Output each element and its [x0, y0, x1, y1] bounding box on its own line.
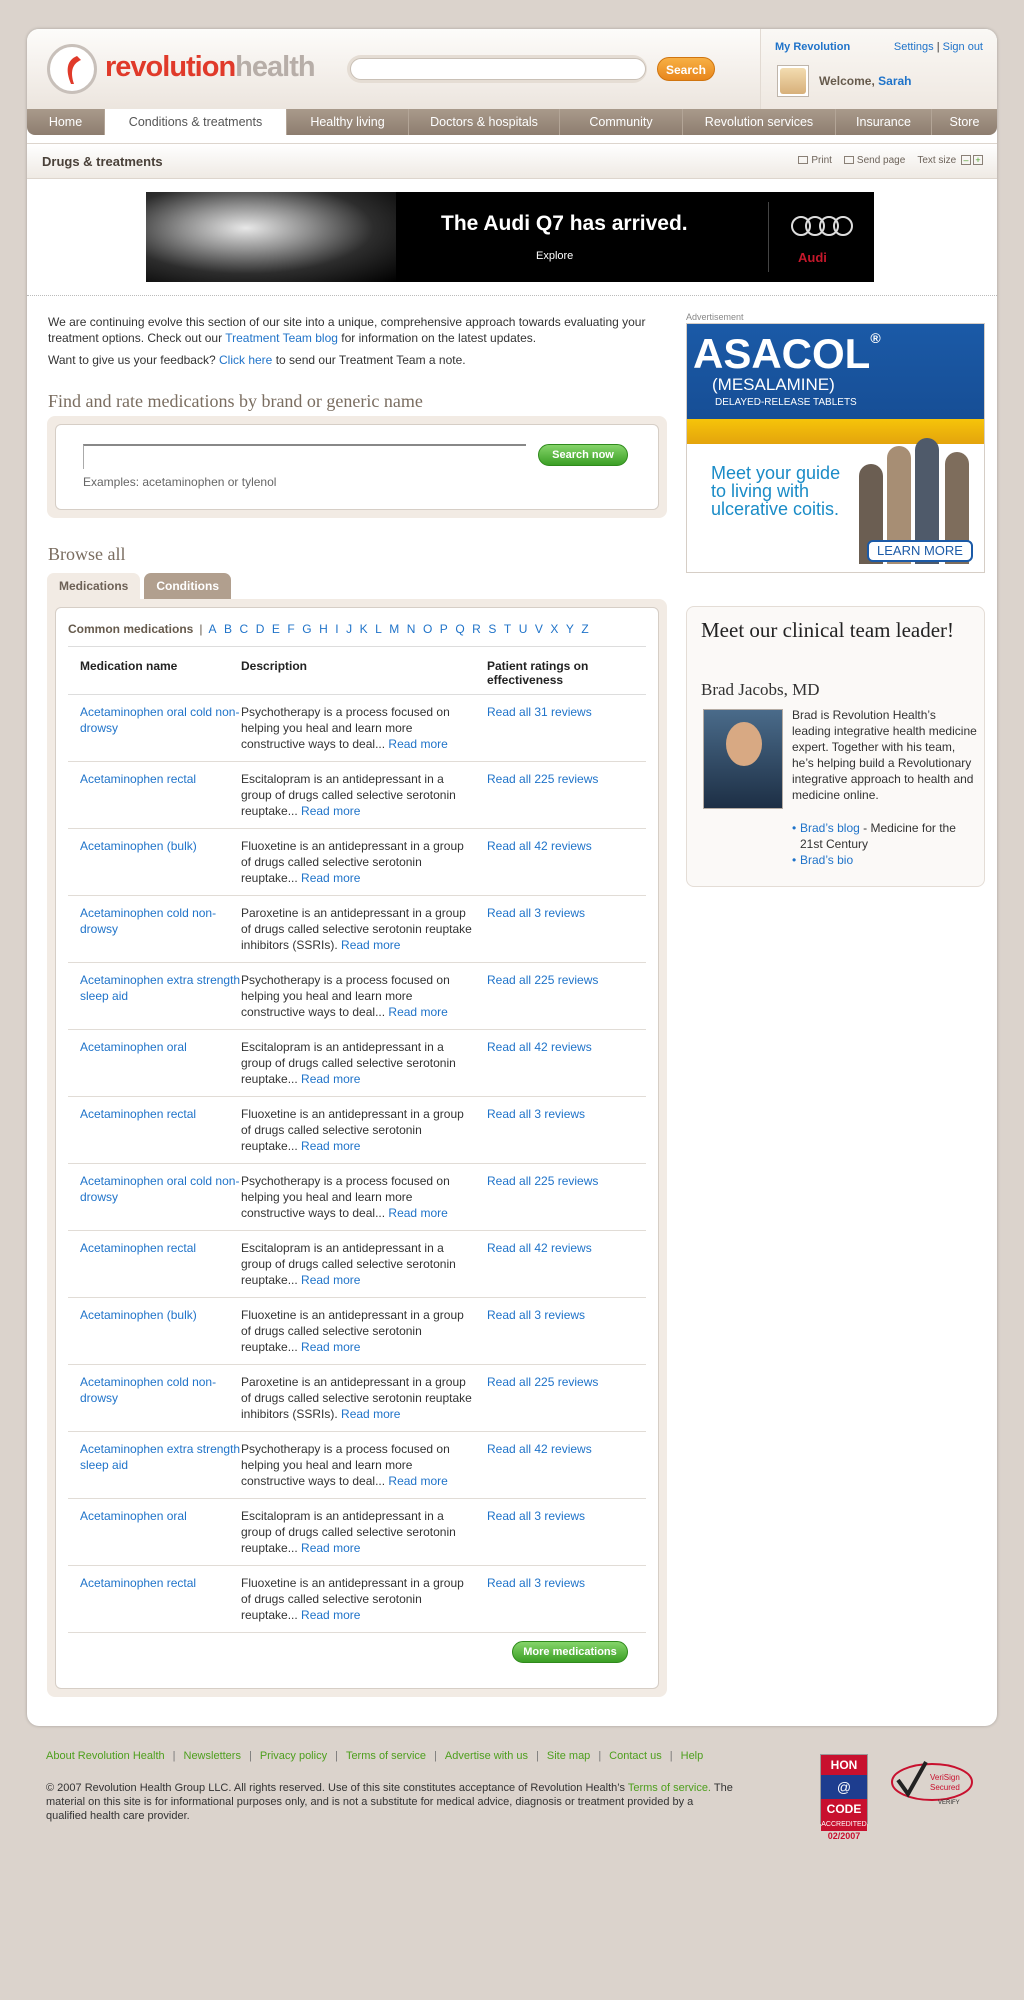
footer-link-contact-us[interactable]: Contact us: [609, 1750, 662, 1762]
send-page-button[interactable]: [844, 155, 905, 166]
team-leader-bio: Brad is Revolution Health’s leading integrative health medicine expert. Together with his team, he’s helping build a Revolutionary integrative approach to health and medicine online.: [792, 708, 977, 802]
treatment-team-blog-link[interactable]: Treatment Team blog: [225, 331, 338, 345]
letter-z[interactable]: Z: [581, 622, 589, 636]
alpha-separator: |: [199, 622, 203, 636]
read-reviews-link[interactable]: Read all 3 reviews: [487, 906, 586, 920]
description-text: Fluoxetine is an antidepressant in a group of drugs called selective serotonin reuptake...: [241, 1107, 464, 1153]
welcome-text: Welcome,: [819, 74, 875, 88]
site-search: [347, 55, 647, 83]
footer-link-help[interactable]: Help: [680, 1750, 704, 1762]
letter-k[interactable]: K: [359, 622, 368, 636]
more-medications-button[interactable]: More medications: [512, 1641, 628, 1663]
table-row: [68, 1164, 646, 1231]
ad-generic-name: (MESALAMINE): [712, 375, 835, 394]
read-reviews-link[interactable]: Read all 42 reviews: [487, 839, 592, 853]
footer-separator: |: [598, 1750, 602, 1762]
footer-link-terms-of-service[interactable]: Terms of service: [345, 1750, 427, 1762]
list-item: [792, 820, 977, 852]
divider: [27, 295, 997, 296]
banner-headline: The Audi Q7 has arrived.: [441, 212, 688, 235]
medication-name-link[interactable]: Acetaminophen oral cold non-drowsy: [80, 705, 240, 735]
letter-l[interactable]: L: [375, 622, 382, 636]
read-more-link[interactable]: Read more: [301, 1139, 361, 1153]
section-header: [27, 143, 997, 179]
hon-code-label: CODE: [821, 1799, 867, 1819]
ad-brand-name: ASACOL: [693, 330, 871, 377]
text-size-label: Text size: [917, 155, 957, 166]
read-more-link[interactable]: Read more: [301, 1340, 361, 1354]
read-reviews-link[interactable]: Read all 42 reviews: [487, 1442, 592, 1456]
table-row: [68, 762, 646, 829]
blog-description: - Medicine for the 21st Century: [800, 821, 956, 851]
team-links: [792, 820, 977, 868]
terms-of-service-link[interactable]: Terms of service.: [627, 1782, 711, 1794]
table-header-row: [68, 646, 646, 695]
letter-f[interactable]: F: [287, 622, 295, 636]
find-heading: Find and rate medications by brand or generic name: [48, 391, 423, 411]
description-text: Fluoxetine is an antidepressant in a group of drugs called selective serotonin reuptake...: [241, 1308, 464, 1354]
col-header-ratings: Patient ratings on effectiveness: [487, 659, 589, 687]
intro-text-end: for information on the latest updates.: [341, 331, 537, 345]
letter-s[interactable]: S: [488, 622, 497, 636]
logo-part-health: health: [235, 51, 315, 83]
medication-description: [241, 838, 487, 895]
footer-link-newsletters[interactable]: Newsletters: [183, 1750, 241, 1762]
audi-banner-ad[interactable]: [146, 192, 874, 282]
letter-v[interactable]: V: [534, 622, 543, 636]
footer-link-advertise-with-us[interactable]: Advertise with us: [444, 1750, 529, 1762]
description-text: Escitalopram is an antidepressant in a group of drugs called selective serotonin reuptake...: [241, 1241, 456, 1287]
description-text: Escitalopram is an antidepressant in a group of drugs called selective serotonin reuptake...: [241, 1040, 456, 1086]
table-row: [68, 1499, 646, 1566]
nav-tab-store[interactable]: Store: [949, 115, 980, 129]
medication-name-link[interactable]: Acetaminophen cold non-drowsy: [80, 1375, 217, 1405]
feedback-text-end: to send our Treatment Team a note.: [275, 353, 466, 367]
letter-u[interactable]: U: [518, 622, 528, 636]
medication-name-link[interactable]: Acetaminophen rectal: [80, 1241, 197, 1255]
letter-d[interactable]: D: [255, 622, 265, 636]
team-heading: Meet our clinical team leader!: [701, 618, 955, 642]
link-separator: |: [936, 41, 940, 53]
verisign-verify-label: VERIFY: [938, 1800, 960, 1806]
logo-part-revolution: revolution: [105, 51, 236, 83]
find-panel: [47, 416, 667, 518]
read-reviews-link[interactable]: Read all 3 reviews: [487, 1107, 586, 1121]
letter-m[interactable]: M: [389, 622, 400, 636]
medication-name-link[interactable]: Acetaminophen extra strength sleep aid: [80, 973, 241, 1003]
description-text: Psychotherapy is a process focused on helping you heal and learn more constructive ways to deal...: [241, 1174, 450, 1220]
medication-description: [241, 1508, 487, 1565]
table-row: [68, 1365, 646, 1432]
tab-conditions[interactable]: Conditions: [144, 573, 231, 599]
description-text: Fluoxetine is an antidepressant in a group of drugs called selective serotonin reuptake...: [241, 1576, 464, 1622]
page-container: [27, 29, 997, 1726]
medication-name-link[interactable]: Acetaminophen oral: [80, 1040, 187, 1054]
table-body: [68, 695, 646, 1633]
print-button[interactable]: [798, 155, 832, 166]
table-row: [68, 695, 646, 762]
read-reviews-link[interactable]: Read all 3 reviews: [487, 1576, 586, 1590]
brads-bio-link[interactable]: Brad’s bio: [800, 853, 854, 867]
audi-rings-icon: [791, 216, 847, 236]
search-now-button[interactable]: Search now: [538, 444, 628, 466]
banner-brand: Audi: [798, 250, 827, 265]
nav-tab-healthy-living[interactable]: Healthy living: [287, 109, 409, 135]
nav-tab-conditions-treatments[interactable]: Conditions & treatments: [105, 109, 287, 135]
common-medications-label: Common medications: [68, 622, 194, 636]
send-page-label: Send page: [856, 155, 906, 166]
envelope-icon: [844, 156, 854, 164]
medication-description: [241, 771, 487, 828]
medication-name-link[interactable]: Acetaminophen rectal: [80, 1107, 197, 1121]
description-text: Paroxetine is an antidepressant in a group of drugs called selective serotonin reuptake inhibitors (SSRIs).: [241, 1375, 472, 1421]
footer-link-privacy-policy[interactable]: Privacy policy: [259, 1750, 328, 1762]
footer-links: [46, 1750, 703, 1762]
browse-inner: [55, 607, 659, 1689]
read-more-link[interactable]: Read more: [341, 938, 401, 952]
verisign-secured-label: Secured: [930, 1783, 960, 1792]
site-search-button[interactable]: Search: [657, 57, 715, 81]
sign-out-link[interactable]: Sign out: [942, 41, 983, 53]
medication-description: [241, 1240, 487, 1297]
read-reviews-link[interactable]: Read all 225 reviews: [487, 1375, 599, 1389]
table-row: [68, 1432, 646, 1499]
nav-tab-community[interactable]: Community: [560, 109, 683, 135]
site-header: [27, 29, 997, 109]
car-image: [146, 192, 396, 282]
ad-tagline: Meet your guide to living with ulcerative coitis.: [711, 463, 841, 519]
table-row: [68, 1030, 646, 1097]
alphabet-filter: [68, 622, 596, 636]
medication-description: [241, 1374, 487, 1431]
read-more-link[interactable]: Read more: [301, 1541, 361, 1555]
medication-search-input[interactable]: [83, 444, 526, 469]
read-reviews-link[interactable]: Read all 225 reviews: [487, 973, 599, 987]
read-reviews-link[interactable]: Read all 31 reviews: [487, 705, 592, 719]
asacol-ad[interactable]: [686, 323, 985, 573]
letter-e[interactable]: E: [271, 622, 280, 636]
footer-separator: |: [669, 1750, 673, 1762]
letter-i[interactable]: I: [335, 622, 339, 636]
nav-tab-revolution-services[interactable]: Revolution services: [683, 109, 836, 135]
browse-tabs: [47, 573, 231, 599]
page-tools: [798, 155, 983, 166]
read-reviews-link[interactable]: Read all 3 reviews: [487, 1509, 586, 1523]
description-text: Fluoxetine is an antidepressant in a group of drugs called selective serotonin reuptake...: [241, 839, 464, 885]
clinical-team-panel: [686, 606, 985, 887]
copyright-text: © 2007 Revolution Health Group LLC. All rights reserved. Use of this site constitutes acceptance of Revolution Health’s: [46, 1782, 625, 1794]
table-row: [68, 1566, 646, 1633]
medication-name-link[interactable]: Acetaminophen (bulk): [80, 1308, 197, 1322]
medications-table: [68, 646, 646, 1633]
footer-separator: |: [248, 1750, 252, 1762]
nav-tab-home[interactable]: Home: [27, 109, 105, 135]
letter-c[interactable]: C: [239, 622, 249, 636]
letter-a[interactable]: A: [208, 622, 217, 636]
read-more-link[interactable]: Read more: [388, 737, 448, 751]
letter-g[interactable]: G: [302, 622, 312, 636]
medication-description: [241, 972, 487, 1029]
team-leader-name: Brad Jacobs, MD: [701, 680, 820, 699]
intro-paragraph: [48, 314, 668, 346]
brads-blog-link[interactable]: Brad’s blog: [800, 821, 860, 835]
banner-explore-link[interactable]: Explore: [536, 250, 574, 262]
read-more-link[interactable]: Read more: [388, 1474, 448, 1488]
welcome-message: [819, 74, 912, 88]
description-text: Psychotherapy is a process focused on helping you heal and learn more constructive ways to deal...: [241, 1442, 450, 1488]
browse-heading: Browse all: [48, 544, 126, 564]
medication-name-link[interactable]: Acetaminophen extra strength sleep aid: [80, 1442, 241, 1472]
search-examples: Examples: acetaminophen or tylenol: [83, 475, 277, 489]
feedback-text: Want to give us your feedback?: [48, 353, 216, 367]
letter-q[interactable]: Q: [455, 622, 465, 636]
disclaimer-text: The material on this site is for informational purposes only, and is not a substitute for medical advice, diagnosis or treatment provided by a qualified health care provider.: [46, 1782, 733, 1822]
letter-p[interactable]: P: [439, 622, 448, 636]
read-reviews-link[interactable]: Read all 42 reviews: [487, 1040, 592, 1054]
read-more-link[interactable]: Read more: [301, 1273, 361, 1287]
medication-name-link[interactable]: Acetaminophen oral: [80, 1509, 187, 1523]
nav-tab-doctors-hospitals[interactable]: Doctors & hospitals: [409, 109, 560, 135]
read-more-link[interactable]: Read more: [388, 1206, 448, 1220]
read-reviews-link[interactable]: Read all 225 reviews: [487, 1174, 599, 1188]
print-icon: [798, 156, 808, 164]
medication-name-link[interactable]: Acetaminophen (bulk): [80, 839, 197, 853]
letter-o[interactable]: O: [422, 622, 433, 636]
letter-y[interactable]: Y: [565, 622, 574, 636]
settings-link[interactable]: Settings: [893, 41, 934, 53]
medication-name-link[interactable]: Acetaminophen rectal: [80, 1576, 197, 1590]
medication-name-link[interactable]: Acetaminophen oral cold non-drowsy: [80, 1174, 240, 1204]
print-label: Print: [811, 155, 832, 166]
letter-b[interactable]: B: [224, 622, 233, 636]
ad-brand: [693, 330, 881, 378]
description-text: Psychotherapy is a process focused on helping you heal and learn more constructive ways to deal...: [241, 705, 450, 751]
medication-description: [241, 1173, 487, 1230]
logo-text[interactable]: [105, 51, 315, 84]
account-links: [894, 41, 983, 53]
logo-icon[interactable]: [47, 44, 97, 94]
read-more-link[interactable]: Read more: [341, 1407, 401, 1421]
medication-description: [241, 905, 487, 962]
read-more-link[interactable]: Read more: [388, 1005, 448, 1019]
feedback-link[interactable]: Click here: [219, 353, 273, 367]
medication-description: [241, 1106, 487, 1163]
hon-label: HON: [821, 1755, 867, 1775]
read-more-link[interactable]: Read more: [301, 1608, 361, 1622]
footer-link-site-map[interactable]: Site map: [546, 1750, 591, 1762]
doctor-photo: [703, 709, 783, 809]
hon-accredited: ACCREDITED: [821, 1819, 867, 1831]
nav-tab-insurance[interactable]: Insurance: [836, 109, 932, 135]
read-more-link[interactable]: Read more: [301, 871, 361, 885]
description-text: Psychotherapy is a process focused on helping you heal and learn more constructive ways to deal...: [241, 973, 450, 1019]
text-size-decrease-button[interactable]: –: [961, 155, 971, 165]
verisign-label: VeriSign: [930, 1773, 960, 1782]
medication-name-link[interactable]: Acetaminophen rectal: [80, 772, 197, 786]
copyright: [46, 1781, 736, 1823]
footer-separator: |: [172, 1750, 176, 1762]
col-header-description: Description: [241, 659, 308, 673]
learn-more-button[interactable]: LEARN MORE: [867, 540, 973, 562]
letter-h[interactable]: H: [319, 622, 328, 636]
table-row: [68, 963, 646, 1030]
account-panel: [760, 29, 997, 109]
my-revolution-link[interactable]: My Revolution: [775, 41, 851, 53]
page-title: Drugs & treatments: [42, 154, 163, 169]
col-header-name: Medication name: [80, 659, 178, 673]
avatar[interactable]: [777, 65, 809, 97]
medication-description: [241, 1441, 487, 1498]
hon-date: 02/2007: [827, 1831, 861, 1841]
read-more-link[interactable]: Read more: [301, 804, 361, 818]
read-reviews-link[interactable]: Read all 42 reviews: [487, 1241, 592, 1255]
tab-medications[interactable]: Medications: [47, 573, 140, 599]
ad-registered-mark: ®: [870, 330, 881, 346]
text-size-increase-button[interactable]: +: [973, 155, 983, 165]
table-row: [68, 1097, 646, 1164]
ad-form: DELAYED-RELEASE TABLETS: [715, 397, 857, 408]
verisign-badge[interactable]: [886, 1758, 978, 1808]
medication-description: [241, 1039, 487, 1096]
feedback-paragraph: [48, 353, 466, 367]
read-reviews-link[interactable]: Read all 225 reviews: [487, 772, 599, 786]
list-item: [792, 852, 977, 868]
table-row: [68, 1231, 646, 1298]
description-text: Paroxetine is an antidepressant in a group of drugs called selective serotonin reuptake inhibitors (SSRIs).: [241, 906, 472, 952]
medication-name-link[interactable]: Acetaminophen cold non-drowsy: [80, 906, 217, 936]
description-text: Escitalopram is an antidepressant in a group of drugs called selective serotonin reuptake...: [241, 772, 456, 818]
banner-divider: [768, 202, 769, 272]
medication-description: [241, 1575, 487, 1632]
letter-x[interactable]: X: [550, 622, 559, 636]
medication-description: [241, 704, 487, 761]
footer-separator: |: [335, 1750, 338, 1762]
description-text: Escitalopram is an antidepressant in a group of drugs called selective serotonin reuptake...: [241, 1509, 456, 1555]
letter-t[interactable]: T: [503, 622, 512, 636]
table-row: [68, 1298, 646, 1365]
table-row: [68, 896, 646, 963]
letter-r[interactable]: R: [472, 622, 481, 636]
medication-description: [241, 1307, 487, 1364]
advertisement-label: Advertisement: [686, 312, 744, 322]
letter-j[interactable]: J: [346, 622, 353, 636]
hon-code-badge[interactable]: [820, 1754, 868, 1841]
read-more-link[interactable]: Read more: [301, 1072, 361, 1086]
user-name-link[interactable]: Sarah: [878, 74, 912, 88]
read-reviews-link[interactable]: Read all 3 reviews: [487, 1308, 586, 1322]
table-row: [68, 829, 646, 896]
site-search-input[interactable]: [350, 58, 646, 80]
find-inner: [55, 424, 659, 510]
letter-n[interactable]: N: [406, 622, 416, 636]
hon-at-icon: @: [821, 1775, 867, 1799]
footer-link-about-revolution-health[interactable]: About Revolution Health: [46, 1750, 165, 1762]
intro-text: We are continuing evolve this section of our site into a unique, comprehensive approach towards evaluating your treatment options. Check out our: [48, 315, 646, 345]
main-nav: [27, 109, 997, 135]
footer-separator: |: [434, 1750, 437, 1762]
footer-separator: |: [536, 1750, 539, 1762]
browse-panel: [47, 599, 667, 1697]
text-size-control: [917, 155, 983, 166]
